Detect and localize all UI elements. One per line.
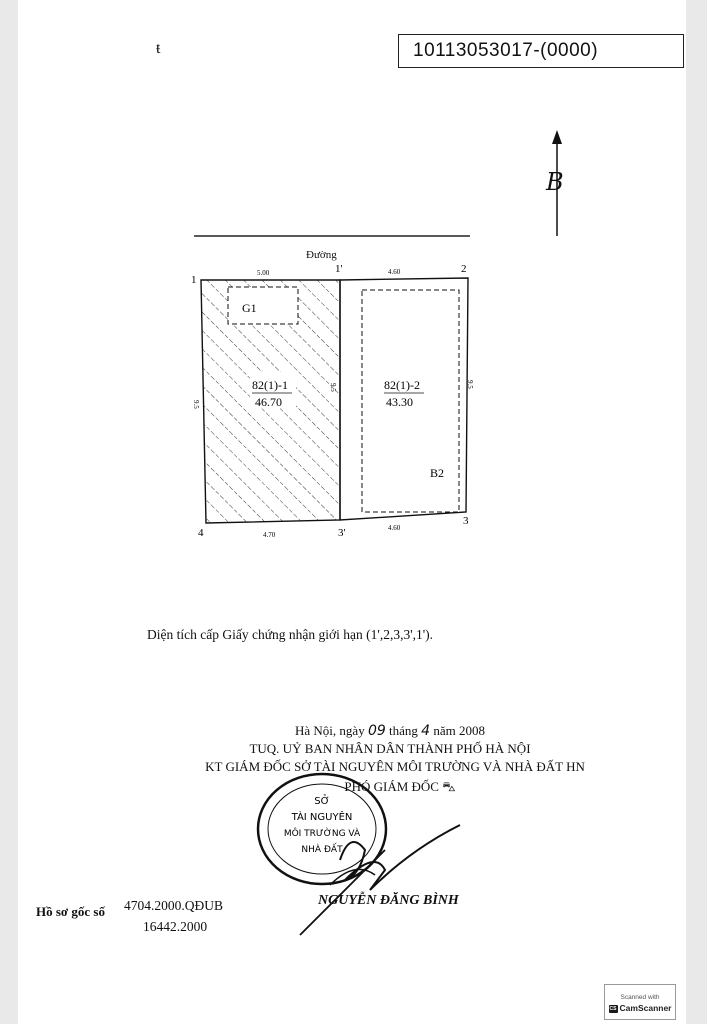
road-label: Đường bbox=[306, 249, 337, 261]
camscanner-logo-icon: CS bbox=[609, 1005, 617, 1012]
parcel-right-area: 43.30 bbox=[386, 395, 413, 409]
dim-bottom-right: 4.60 bbox=[388, 524, 401, 532]
position-line: PHÓ GIÁM ĐỐC ⛍ bbox=[344, 779, 456, 794]
point-1-prime: 1' bbox=[335, 263, 343, 275]
stamp-line3: MÔI TRƯỜNG VÀ bbox=[283, 829, 361, 839]
dim-bottom-left: 4.70 bbox=[263, 531, 276, 539]
file-ref-value-1: 4704.2000.QĐUB bbox=[124, 898, 224, 913]
signer-name: NGUYỄN ĐĂNG BÌNH bbox=[318, 893, 459, 908]
stamp-line1: SỞ bbox=[314, 796, 330, 807]
certificate-area-caption: Diện tích cấp Giấy chứng nhận giới hạn (1',2,3,3',1'). bbox=[147, 627, 434, 642]
point-4: 4 bbox=[198, 527, 204, 539]
position-title: PHÓ GIÁM ĐỐC bbox=[344, 779, 439, 794]
point-2: 2 bbox=[461, 263, 467, 275]
official-stamp bbox=[254, 770, 390, 888]
year-label: năm 2008 bbox=[433, 723, 485, 738]
stamp-line2: TÀI NGUYÊN bbox=[291, 812, 353, 823]
camscanner-watermark bbox=[604, 984, 676, 1020]
north-label: B bbox=[546, 168, 564, 196]
date-day: 09 bbox=[367, 723, 386, 739]
parcel-left-area: 46.70 bbox=[255, 395, 282, 409]
building-b2-label: B2 bbox=[430, 466, 445, 480]
corner-mark: ŧ bbox=[156, 40, 161, 57]
dim-right-side: 9.5 bbox=[466, 380, 474, 389]
place-date bbox=[200, 723, 580, 739]
department-line: KT GIÁM ĐỐC SỞ TÀI NGUYÊN MÔI TRƯỜNG VÀ NHÀ ĐẤT HN bbox=[205, 759, 585, 774]
authority-line: TUQ. UỶ BAN NHÂN DÂN THÀNH PHỐ HÀ NỘI bbox=[249, 741, 531, 756]
point-1: 1 bbox=[191, 274, 197, 286]
place-date-prefix: Hà Nội, ngày bbox=[295, 723, 365, 738]
building-g1-label: G1 bbox=[242, 301, 257, 315]
stamp-line4: NHÀ ĐẤT bbox=[301, 845, 343, 855]
dim-mid-side: 9.5 bbox=[329, 383, 337, 392]
dim-left-side: 9.5 bbox=[192, 400, 200, 409]
month-label: tháng bbox=[389, 723, 418, 738]
parcel-left-id: 82(1)-1 bbox=[252, 378, 288, 392]
dim-top-right: 4.60 bbox=[388, 268, 401, 276]
file-ref-value-2: 16442.2000 bbox=[143, 919, 208, 934]
point-3: 3 bbox=[463, 515, 469, 527]
camscanner-brand: CamScanner bbox=[619, 1003, 672, 1013]
dim-top-left: 5.00 bbox=[257, 269, 270, 277]
parcel-right-id: 82(1)-2 bbox=[384, 378, 420, 392]
file-ref-label: Hồ sơ gốc số bbox=[36, 904, 105, 919]
certificate-number: 10113053017-(0000) bbox=[398, 34, 684, 68]
date-month: 4 bbox=[421, 723, 431, 739]
scanned-with-text: Scanned with bbox=[620, 994, 660, 1001]
point-3-prime: 3' bbox=[338, 527, 346, 539]
